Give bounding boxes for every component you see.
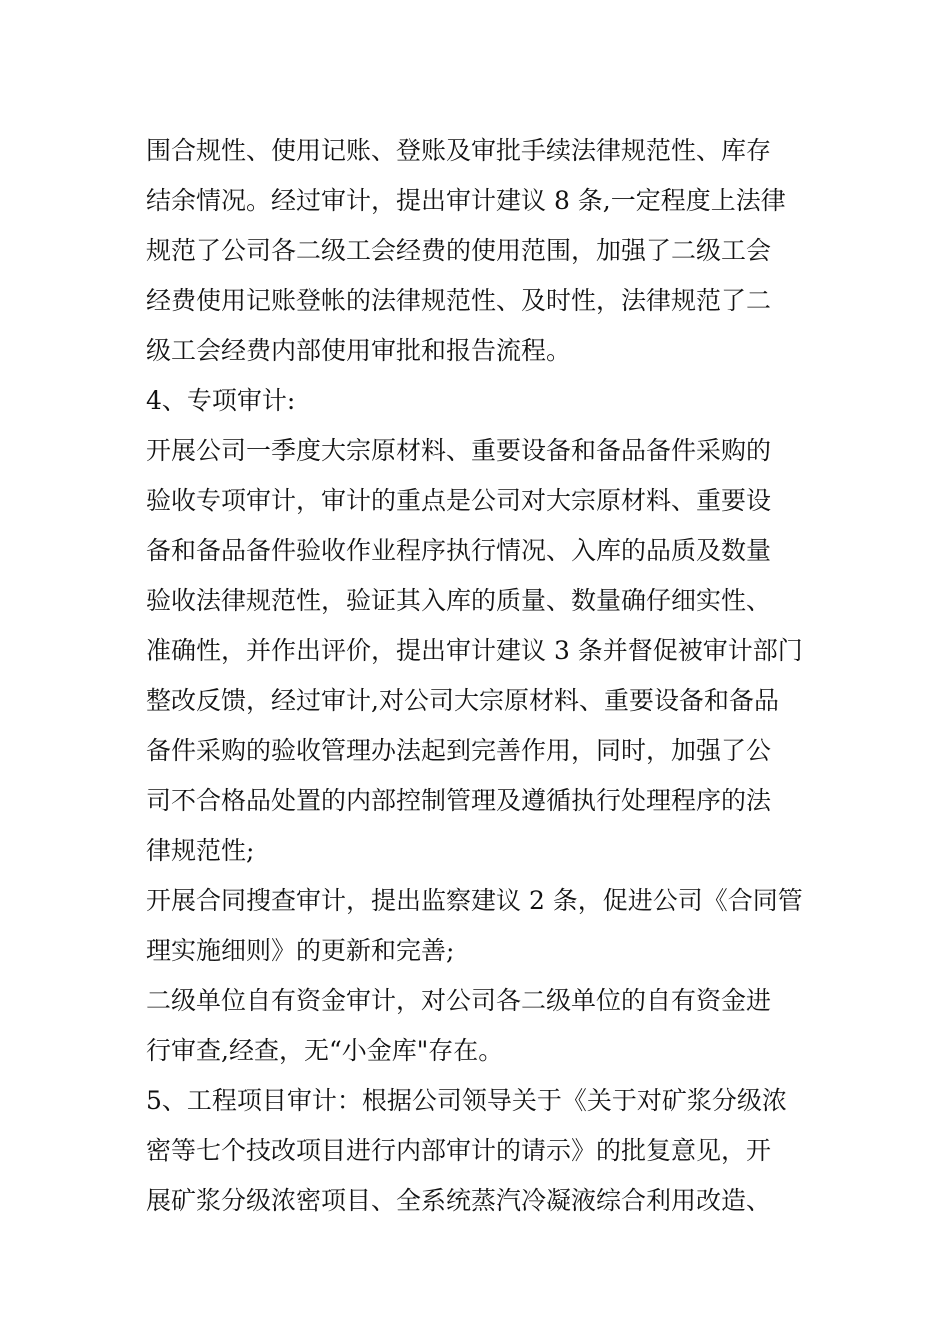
text-line: 理实施细则》的更新和完善; [146,936,455,965]
section-heading: 5、工程项目审计：根据公司领导关于《关于对矿浆分级浓 [146,1086,787,1115]
text-line: 验收专项审计，审计的重点是公司对大宗原材料、重要设 [146,486,772,515]
text-line: 整改反馈，经过审计,对公司大宗原材料、重要设备和备品 [146,686,779,715]
text-line: 备件采购的验收管理办法起到完善作用，同时，加强了公 [146,736,772,765]
text-line: 规范了公司各二级工会经费的使用范围，加强了二级工会 [146,236,772,265]
text-line: 开展公司一季度大宗原材料、重要设备和备品备件采购的 [146,436,772,465]
text-line: 展矿浆分级浓密项目、全系统蒸汽冷凝液综合利用改造、 [146,1186,772,1215]
body-text [146,126,826,1226]
text-line: 备和备品备件验收作业程序执行情况、入库的品质及数量 [146,536,772,565]
text-line: 准确性，并作出评价，提出审计建议 3 条并督促被审计部门 [146,636,803,665]
text-line: 司不合格品处置的内部控制管理及遵循执行处理程序的法 [146,786,772,815]
text-line: 二级单位自有资金审计，对公司各二级单位的自有资金进 [146,986,772,1015]
text-line: 围合规性、使用记账、登账及审批手续法律规范性、库存 [146,136,772,165]
text-line: 经费使用记账登帐的法律规范性、及时性，法律规范了二 [146,286,772,315]
text-line: 律规范性; [146,836,255,865]
text-line: 行审查,经查，无“小金库"存在。 [146,1036,504,1065]
text-line: 结余情况。经过审计，提出审计建议 8 条,一定程度上法律 [146,186,786,215]
text-line: 开展合同搜查审计，提出监察建议 2 条，促进公司《合同管 [146,886,803,915]
text-line: 验收法律规范性，验证其入库的质量、数量确仔细实性、 [146,586,772,615]
text-line: 级工会经费内部使用审批和报告流程。 [146,336,572,365]
text-line: 密等七个技改项目进行内部审计的请示》的批复意见，开 [146,1136,772,1165]
section-heading: 4、专项审计: [146,386,296,415]
